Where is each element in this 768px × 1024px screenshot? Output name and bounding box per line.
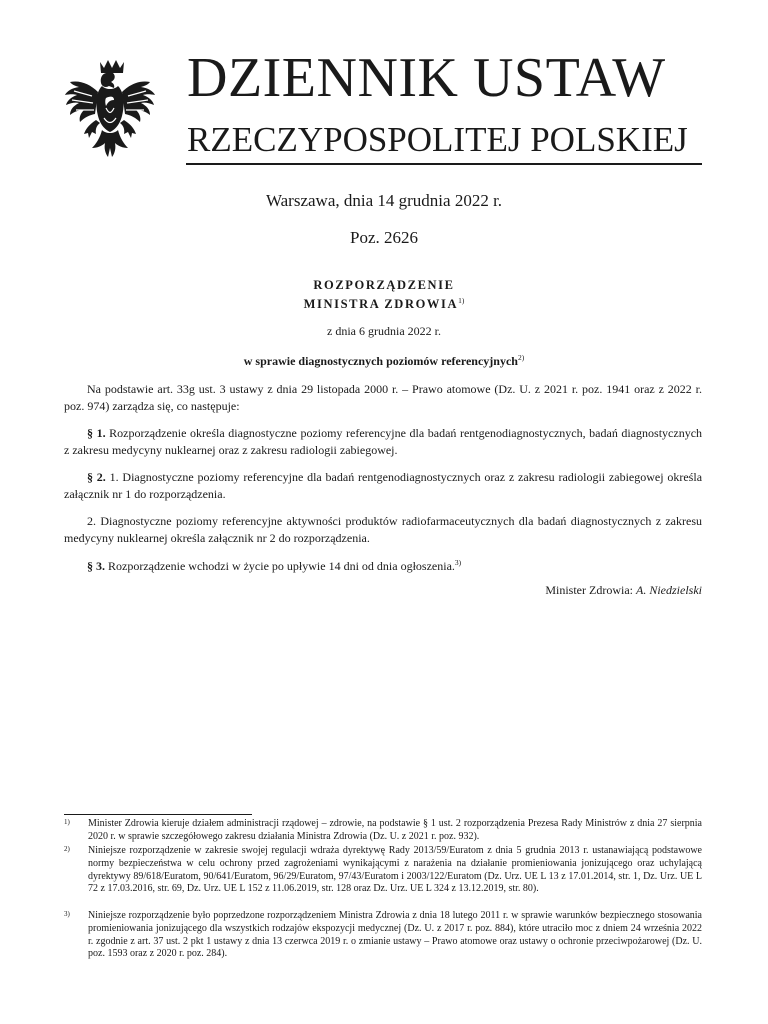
footnote-number: 3) bbox=[64, 910, 70, 918]
footnote-number: 2) bbox=[64, 845, 70, 853]
preamble-paragraph: Na podstawie art. 33g ust. 3 ustawy z dnia 29 listopada 2000 r. – Prawo atomowe (Dz. U. z 2021 r. poz. 1941 oraz z 2022 r. poz. 974) zarządza się, co następuje: bbox=[64, 382, 702, 413]
footnote-text: Niniejsze rozporządzenie w zakresie swojej regulacji wdraża dyrektywę Rady 2013/59/Euratom z dnia 5 grudnia 2013 r. ustanawiającą podstawowe normy bezpieczeństwa w celu ochrony przed zagrożeniami wynikającymi z narażenia na działanie promieniowania jonizującego oraz uchylającą dyrektywy 89/618/Euratom, 90/641/Euratom, 96/29/Euratom, 97/43/Euratom i 2003/122/Euratom (Dz. Urz. UE L 13 z 17.01.2014, str. 1, Dz. Urz. UE L 72 z 17.03.2016, str. 69, Dz. Urz. UE L 152 z 11.06.2019, str. 128 oraz Dz. Urz. UE L 324 z 13.12.2019, str. 80). bbox=[88, 845, 702, 895]
footnote-divider bbox=[64, 814, 252, 815]
signature-role: Minister Zdrowia: bbox=[545, 583, 633, 597]
section-3-label: § 3. bbox=[87, 559, 105, 573]
footnote-text: Niniejsze rozporządzenie było poprzedzone rozporządzeniem Ministra Zdrowia z dnia 18 lutego 2011 r. w sprawie warunków bezpiecznego stosowania promieniowania jonizującego dla wszystkich rodzajów ekspozycji medycznej (Dz. U. z 2017 r. poz. 884), które utraciło moc z dniem 24 września 2022 r. zgodnie z art. 37 ust. 2 pkt 1 ustawy z dnia 13 czerwca 2019 r. o zmianie ustawy – Prawo atomowe oraz ustawy o ochronie przeciwpożarowej (Dz. U. poz. 1593 oraz z 2020 r. poz. 284). bbox=[88, 910, 702, 960]
section-2-point-2-paragraph: 2. Diagnostyczne poziomy referencyjne aktywności produktów radiofarmaceutycznych dla badań diagnostycznych z zakresu medycyny nuklearnej określa załącznik nr 2 do rozporządzenia. bbox=[64, 514, 702, 545]
section-2-label: § 2. bbox=[87, 470, 106, 484]
footnote-ref-2: 2) bbox=[517, 353, 525, 362]
section-1-label: § 1. bbox=[87, 426, 106, 440]
signature-name: A. Niedzielski bbox=[636, 583, 702, 597]
gazette-subtitle: RZECZYPOSPOLITEJ POLSKIEJ bbox=[187, 120, 688, 159]
act-issuer-heading bbox=[0, 296, 768, 312]
footnote-number: 1) bbox=[64, 818, 70, 826]
footnote-ref-3: 3) bbox=[454, 558, 462, 567]
header-divider bbox=[186, 163, 702, 165]
gazette-title: DZIENNIK USTAW bbox=[187, 47, 666, 109]
position-number: Poz. 2626 bbox=[350, 228, 418, 247]
footnote-text: Minister Zdrowia kieruje działem administracji rządowej – zdrowie, na podstawie § 1 ust. 2 rozporządzenia Prezesa Rady Ministrów z dnia 27 sierpnia 2020 r. w sprawie szczegółowego zakresu działania Ministra Zdrowia (Dz. U. z 2021 r. poz. 932). bbox=[88, 818, 702, 842]
signature-block bbox=[545, 583, 702, 598]
act-type-heading: ROZPORZĄDZENIE bbox=[313, 278, 455, 292]
publication-date: Warszawa, dnia 14 grudnia 2022 r. bbox=[265, 191, 503, 210]
section-2-point-1-text: 1. Diagnostyczne poziomy referencyjne dla badań rentgenodiagnostycznych oraz z zakresu radiologii zabiegowej określa załącznik nr 1 do rozporządzenia. bbox=[64, 470, 703, 501]
section-3-text: Rozporządzenie wchodzi w życie po upływie 14 dni od dnia ogłoszenia. bbox=[108, 559, 455, 573]
act-issuer-text: MINISTRA ZDROWIA bbox=[303, 297, 459, 311]
act-date: z dnia 6 grudnia 2022 r. bbox=[327, 324, 441, 338]
act-subject-heading bbox=[0, 353, 768, 369]
act-subject-text: w sprawie diagnostycznych poziomów referencyjnych bbox=[243, 354, 518, 368]
footnote-item bbox=[64, 818, 702, 844]
section-1-paragraph bbox=[64, 425, 702, 459]
section-2-paragraph bbox=[64, 469, 702, 503]
footnote-item bbox=[64, 910, 702, 961]
section-1-text: Rozporządzenie określa diagnostyczne poziomy referencyjne dla badań rentgenodiagnostycznych, badań diagnostycznych z zakresu medycyny nuklearnej oraz z zakresu radiologii zabiegowej. bbox=[64, 426, 703, 457]
footnote-item bbox=[64, 845, 702, 896]
section-3-paragraph bbox=[64, 554, 702, 575]
footnote-ref-1: 1) bbox=[458, 296, 465, 305]
polish-eagle-emblem-icon bbox=[62, 58, 158, 160]
